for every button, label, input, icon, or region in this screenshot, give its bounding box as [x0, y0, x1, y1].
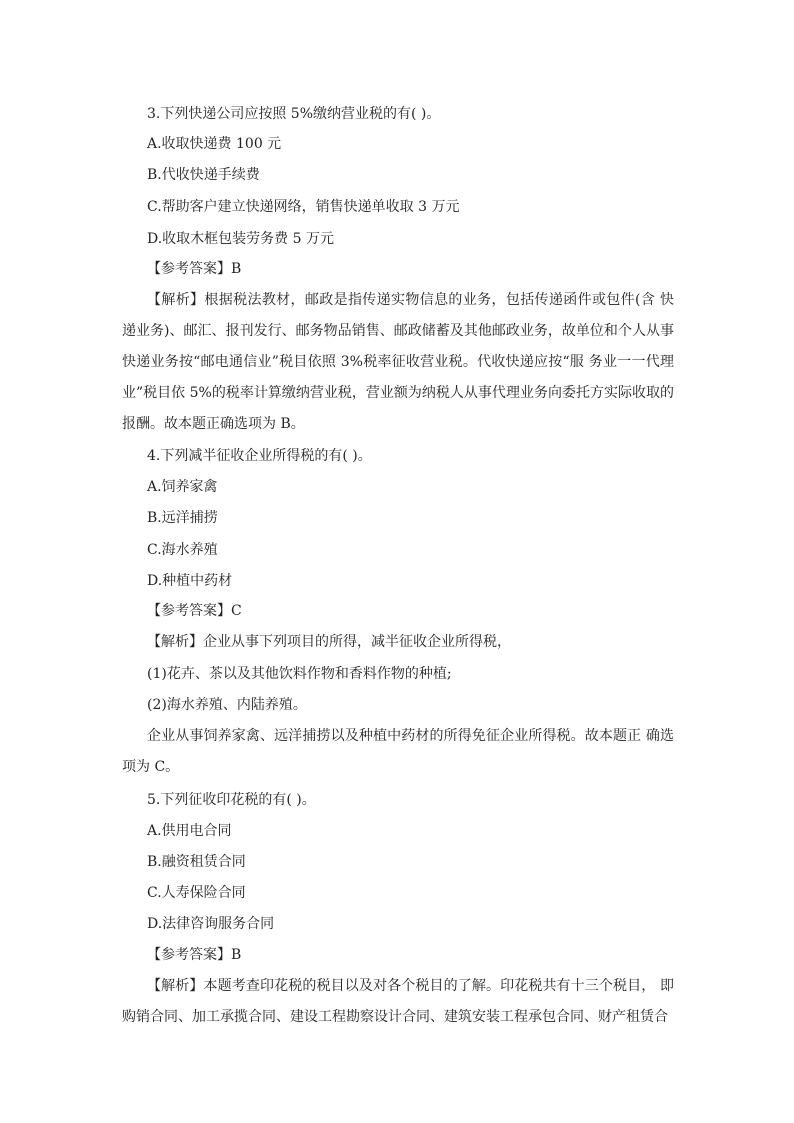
q4-option-b: B.远洋捕捞	[147, 510, 218, 526]
q4-option-c: C.海水养殖	[147, 542, 218, 558]
q3-option-b: B.代收快递手续费	[147, 167, 260, 183]
question-5: 5.下列征收印花税的有( )。	[147, 792, 316, 808]
question-4: 4.下列减半征收企业所得税的有( )。	[147, 448, 372, 464]
q4-option-d: D.种植中药材	[147, 573, 233, 589]
q3-answer: 【参考答案】B	[147, 261, 242, 277]
q5-option-d: D.法律咨询服务合同	[147, 916, 275, 932]
q5-option-c: C.人寿保险合同	[147, 885, 246, 901]
q4-option-a: A.饲养家禽	[147, 479, 218, 495]
q5-analysis: 【解析】本题考查印花税的税目以及对各个税目的了解。印花税共有十三个税目， 即购销合同、加工承揽合同、建设工程勘察设计合同、建筑安装工程承包合同、财产租赁合	[122, 978, 674, 1025]
q4-item-2: (2)海水养殖、内陆养殖。	[147, 697, 307, 713]
q3-option-c: C.帮助客户建立快递网络，销售快递单收取 3 万元	[147, 199, 460, 215]
q4-analysis: 【解析】企业从事下列项目的所得，减半征收企业所得税，	[147, 634, 511, 650]
q4-item-1: (1)花卉、茶以及其他饮料作物和香料作物的种植;	[147, 666, 452, 682]
question-3: 3.下列快递公司应按照 5%缴纳营业税的有( )。	[147, 106, 441, 122]
q5-answer: 【参考答案】B	[147, 947, 242, 963]
q4-answer: 【参考答案】C	[147, 603, 242, 619]
q3-analysis: 【解析】根据税法教材，邮政是指传递实物信息的业务，包括传递函件或包件(含 快递业务)、邮汇、报刊发行、邮务物品销售、邮政储蓄及其他邮政业务，故单位和个人从事快递业务按“邮电通信业”税目依照 3%税率征收营业税。代收快递应按“服 务业一一代理业”税目依 5%的税率计算缴纳营业税，营业额为纳税人从事代理业务向委托方实际收取的报酬。故本题正确选项为 B。	[122, 292, 674, 432]
q3-option-a: A.收取快递费 100 元	[147, 136, 282, 152]
q5-option-a: A.供用电合同	[147, 823, 232, 839]
q4-conclusion: 企业从事饲养家禽、远洋捕捞以及种植中药材的所得免征企业所得税。故本题正 确选项为 C。	[122, 728, 674, 775]
q5-option-b: B.融资租赁合同	[147, 854, 246, 870]
q3-option-d: D.收取木框包装劳务费 5 万元	[147, 231, 334, 247]
